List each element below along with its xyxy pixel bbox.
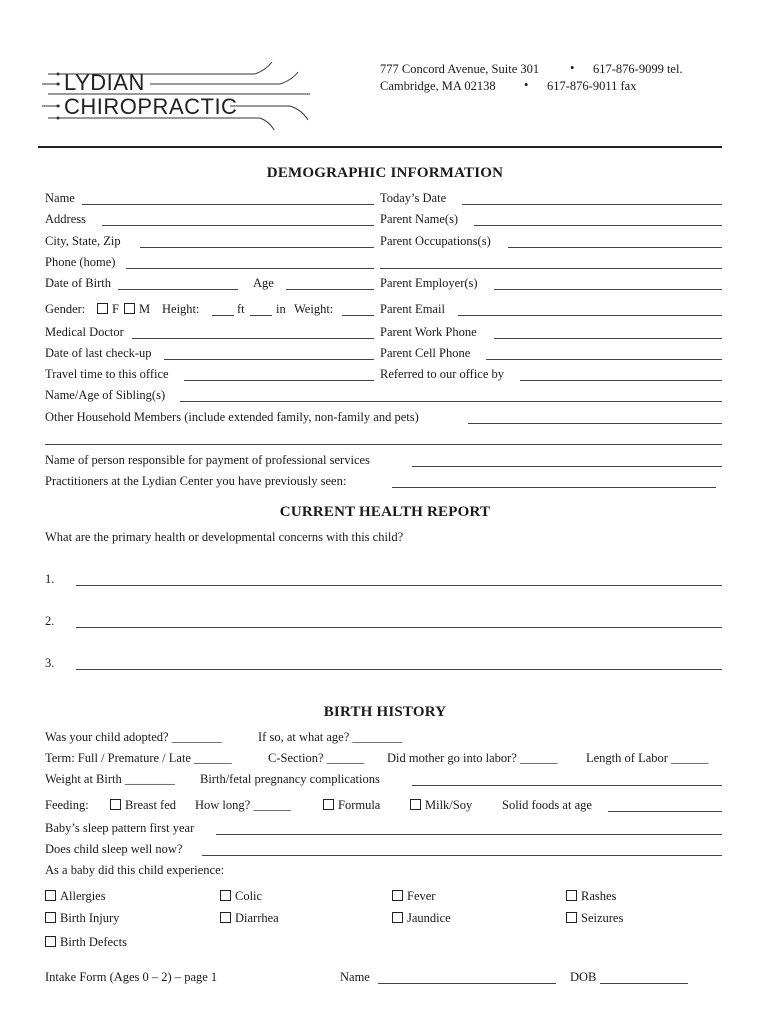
footer-name-field[interactable] bbox=[378, 983, 556, 984]
label-last-checkup: Date of last check-up bbox=[45, 346, 152, 360]
colic-label: Colic bbox=[235, 889, 263, 903]
phone-fax: 617-876-9011 fax bbox=[547, 79, 637, 93]
formula-label: Formula bbox=[338, 798, 381, 812]
logo bbox=[40, 60, 320, 135]
concern-number-2: 2. bbox=[45, 614, 55, 628]
label-adopted-age: If so, at what age? ________ bbox=[258, 730, 403, 744]
label-in: in bbox=[276, 302, 286, 316]
label-how-long: How long? ______ bbox=[195, 798, 291, 812]
field-sleep-pattern[interactable] bbox=[216, 834, 722, 835]
label-weight-birth: Weight at Birth ________ bbox=[45, 772, 175, 786]
field-parent-employers[interactable] bbox=[494, 289, 722, 290]
concern-number-1: 1. bbox=[45, 572, 55, 586]
label-dob: Date of Birth bbox=[45, 276, 111, 290]
fever-label: Fever bbox=[407, 889, 436, 903]
label-complications: Birth/fetal pregnancy complications bbox=[200, 772, 380, 786]
bullet-2: • bbox=[524, 78, 529, 92]
field-phone-home[interactable] bbox=[126, 268, 374, 269]
birth-injury-label: Birth Injury bbox=[60, 911, 120, 925]
field-payment[interactable] bbox=[412, 466, 722, 467]
option-formula[interactable] bbox=[323, 798, 380, 813]
gender-m-option[interactable] bbox=[124, 302, 150, 317]
label-experience: As a baby did this child experience: bbox=[45, 863, 225, 877]
label-feeding: Feeding: bbox=[45, 798, 89, 812]
label-household: Other Household Members (include extended family, non-family and pets) bbox=[45, 410, 419, 424]
checkbox-rashes[interactable] bbox=[566, 890, 577, 901]
field-parent-cell-phone[interactable] bbox=[486, 359, 722, 360]
label-parent-employers: Parent Employer(s) bbox=[380, 276, 478, 290]
checkbox-m[interactable] bbox=[124, 303, 135, 314]
label-adopted: Was your child adopted? ________ bbox=[45, 730, 222, 744]
field-age[interactable] bbox=[286, 289, 374, 290]
diarrhea-label: Diarrhea bbox=[235, 911, 279, 925]
phone-tel: 617-876-9099 tel. bbox=[593, 62, 683, 76]
label-todays-date: Today’s Date bbox=[380, 191, 447, 205]
condition-seizures[interactable] bbox=[566, 911, 623, 926]
label-practitioners: Practitioners at the Lydian Center you have previously seen: bbox=[45, 474, 347, 488]
rashes-label: Rashes bbox=[581, 889, 617, 903]
field-siblings[interactable] bbox=[180, 401, 722, 402]
field-concern-2[interactable] bbox=[76, 627, 722, 628]
field-travel-time[interactable] bbox=[184, 380, 374, 381]
breastfed-label: Breast fed bbox=[125, 798, 177, 812]
checkbox-breastfed[interactable] bbox=[110, 799, 121, 810]
milk-soy-label: Milk/Soy bbox=[425, 798, 473, 812]
label-parent-work-phone: Parent Work Phone bbox=[380, 325, 477, 339]
checkbox-jaundice[interactable] bbox=[392, 912, 403, 923]
field-weight[interactable] bbox=[342, 315, 374, 316]
gender-f-option[interactable] bbox=[97, 302, 119, 317]
field-parent-occupations[interactable] bbox=[508, 247, 722, 248]
label-referred-by: Referred to our office by bbox=[380, 367, 505, 381]
address-line2: Cambridge, MA 02138 bbox=[380, 79, 496, 93]
condition-fever[interactable] bbox=[392, 889, 435, 904]
option-breastfed[interactable] bbox=[110, 798, 176, 813]
label-term: Term: Full / Premature / Late ______ bbox=[45, 751, 232, 765]
condition-allergies[interactable] bbox=[45, 889, 106, 904]
label-phone-home: Phone (home) bbox=[45, 255, 116, 269]
label-medical-doctor: Medical Doctor bbox=[45, 325, 124, 339]
footer-dob-field[interactable] bbox=[600, 983, 688, 984]
label-city: City, State, Zip bbox=[45, 234, 121, 248]
field-address[interactable] bbox=[102, 225, 374, 226]
field-medical-doctor[interactable] bbox=[132, 338, 374, 339]
birth-defects-label: Birth Defects bbox=[60, 935, 127, 949]
field-sleep-well[interactable] bbox=[202, 855, 722, 856]
health-question: What are the primary health or developmental concerns with this child? bbox=[45, 530, 404, 544]
logo-line1: LYDIAN bbox=[64, 70, 145, 95]
label-sleep-pattern: Baby’s sleep pattern first year bbox=[45, 821, 195, 835]
address-line1: 777 Concord Avenue, Suite 301 bbox=[380, 62, 540, 76]
jaundice-label: Jaundice bbox=[407, 911, 451, 925]
field-parent-email[interactable] bbox=[458, 315, 722, 316]
checkbox-fever[interactable] bbox=[392, 890, 403, 901]
label-solid-foods: Solid foods at age bbox=[502, 798, 592, 812]
option-milk-soy[interactable] bbox=[410, 798, 472, 813]
gender-m-label: M bbox=[139, 302, 151, 316]
footer-form-label: Intake Form (Ages 0 – 2) – page 1 bbox=[45, 970, 218, 984]
field-household-2[interactable] bbox=[45, 444, 722, 445]
label-payment: Name of person responsible for payment of professional services bbox=[45, 453, 370, 467]
field-height-ft[interactable] bbox=[212, 315, 234, 316]
label-gender: Gender: bbox=[45, 302, 86, 316]
condition-colic[interactable] bbox=[220, 889, 262, 904]
condition-birth-injury[interactable] bbox=[45, 911, 119, 926]
field-complications[interactable] bbox=[412, 785, 722, 786]
condition-rashes[interactable] bbox=[566, 889, 616, 904]
field-name[interactable] bbox=[82, 204, 374, 205]
field-concern-3[interactable] bbox=[76, 669, 722, 670]
checkbox-birth-injury[interactable] bbox=[45, 912, 56, 923]
label-parent-occupations: Parent Occupations(s) bbox=[380, 234, 491, 248]
field-concern-1[interactable] bbox=[76, 585, 722, 586]
health-title: CURRENT HEALTH REPORT bbox=[279, 504, 491, 520]
label-travel-time: Travel time to this office bbox=[45, 367, 169, 381]
gender-f-label: F bbox=[112, 302, 119, 316]
field-household[interactable] bbox=[468, 423, 722, 424]
field-height-in[interactable] bbox=[250, 315, 272, 316]
label-address: Address bbox=[45, 212, 86, 226]
label-sleep-well: Does child sleep well now? bbox=[45, 842, 183, 856]
label-parent-email: Parent Email bbox=[380, 302, 445, 316]
label-length-labor: Length of Labor ______ bbox=[586, 751, 709, 765]
birth-title: BIRTH HISTORY bbox=[323, 704, 447, 720]
allergies-label: Allergies bbox=[60, 889, 106, 903]
label-siblings: Name/Age of Sibling(s) bbox=[45, 388, 166, 402]
footer-name-label: Name bbox=[340, 970, 370, 984]
logo-line2: CHIROPRACTIC bbox=[64, 94, 238, 119]
label-weight: Weight: bbox=[294, 302, 334, 316]
field-parent-work-phone[interactable] bbox=[494, 338, 722, 339]
label-age: Age bbox=[253, 276, 274, 290]
label-parent-cell-phone: Parent Cell Phone bbox=[380, 346, 471, 360]
concern-number-3: 3. bbox=[45, 656, 55, 670]
demographic-title: DEMOGRAPHIC INFORMATION bbox=[266, 165, 504, 181]
checkbox-formula[interactable] bbox=[323, 799, 334, 810]
field-todays-date[interactable] bbox=[462, 204, 722, 205]
field-parent-names[interactable] bbox=[474, 225, 722, 226]
label-parent-names: Parent Name(s) bbox=[380, 212, 459, 226]
condition-diarrhea[interactable] bbox=[220, 911, 279, 926]
condition-birth-defects[interactable] bbox=[45, 935, 127, 950]
checkbox-birth-defects[interactable] bbox=[45, 936, 56, 947]
field-referred-by[interactable] bbox=[520, 380, 722, 381]
label-height: Height: bbox=[162, 302, 200, 316]
label-csection: C-Section? ______ bbox=[268, 751, 365, 765]
condition-jaundice[interactable] bbox=[392, 911, 451, 926]
seizures-label: Seizures bbox=[581, 911, 624, 925]
checkbox-colic[interactable] bbox=[220, 890, 231, 901]
field-parent-extra[interactable] bbox=[380, 268, 722, 269]
checkbox-milk-soy[interactable] bbox=[410, 799, 421, 810]
label-ft: ft bbox=[237, 302, 245, 316]
field-last-checkup[interactable] bbox=[164, 359, 374, 360]
label-name: Name bbox=[45, 191, 75, 205]
checkbox-diarrhea[interactable] bbox=[220, 912, 231, 923]
header-divider bbox=[38, 146, 722, 148]
field-practitioners[interactable] bbox=[392, 487, 716, 488]
field-solid-foods[interactable] bbox=[608, 811, 722, 812]
bullet-1: • bbox=[570, 61, 575, 75]
label-labor: Did mother go into labor? ______ bbox=[387, 751, 558, 765]
checkbox-f[interactable] bbox=[97, 303, 108, 314]
field-dob[interactable] bbox=[118, 289, 238, 290]
field-city[interactable] bbox=[140, 247, 374, 248]
footer-dob-label: DOB bbox=[570, 970, 597, 984]
checkbox-allergies[interactable] bbox=[45, 890, 56, 901]
checkbox-seizures[interactable] bbox=[566, 912, 577, 923]
